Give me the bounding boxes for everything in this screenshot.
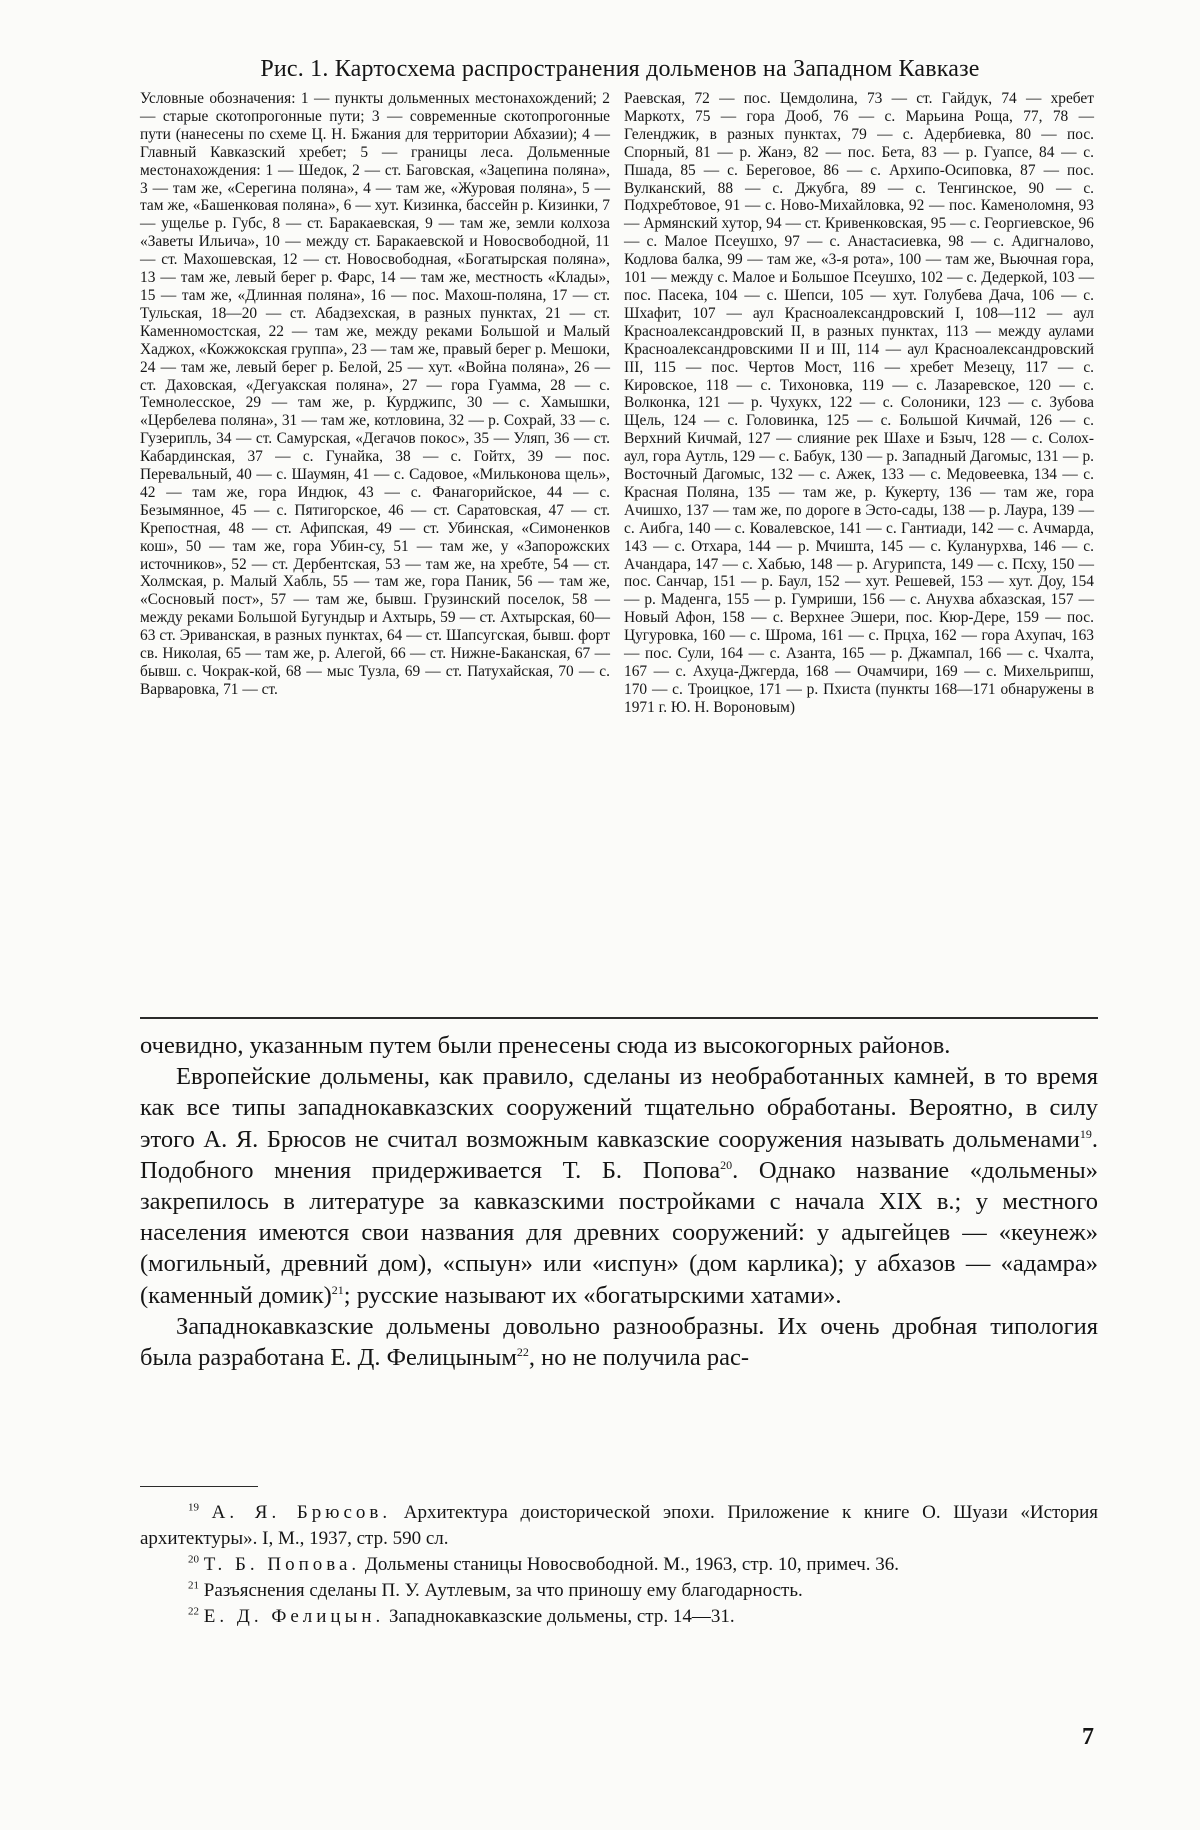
paragraph-2-text-b: . Подобного мнения придерживается Т. Б. Попова [140, 1125, 1098, 1184]
footnote-text: Дольмены станицы Новосвободной. М., 1963, стр. 10, примеч. 36. [364, 1554, 900, 1575]
paragraph-2-text-a: Европейские дольмены, как правило, сделаны из необработанных камней, в то время как все типы западнокавказских сооружений тщательно обработаны. Вероятно, в силу этого А. Я. Брюсов не считал возможным кавказские сооружения называть дольменами [140, 1063, 1098, 1153]
footnote-ref-19[interactable]: 19 [1079, 1126, 1092, 1141]
main-text [140, 1030, 1098, 1373]
footnote-ref-22[interactable]: 22 [516, 1344, 529, 1359]
page-number: 7 [1082, 1724, 1094, 1750]
footnote-author: Е. Д. Фелицын. [203, 1606, 385, 1627]
paragraph-3-text-b: , но не получила рас- [528, 1344, 750, 1372]
footnote-text: Западнокавказские дольмены, стр. 14—31. [389, 1606, 735, 1627]
footnote-author: Т. Б. Попова. [203, 1554, 361, 1575]
footnote-21 [140, 1578, 1098, 1604]
paragraph-2-text-d: ; русские называют их «богатырскими хатами». [343, 1281, 842, 1309]
legend-text-right: Раевская, 72 — пос. Цемдолина, 73 — ст. Гайдук, 74 — хребет Маркотх, 75 — гора Дооб, 76 — с. Марьина Роща, 77, 78 — Геленджик, в разных пунктах, 79 — с. Адербиевка, 80 — пос. Спорный, 81 — р. Жанэ, 82 — пос. Бета, 83 — р. Гуапсе, 84 — с. Пшада, 85 — с. Береговое, 86 — с. Архипо-Осиповка, 87 — пос. Вулканский, 88 — с. Джубга, 89 — с. Тенгинское, 90 — с. Подхребтовое, 91 — с. Ново-Михайловка, 92 — пос. Каменоломня, 93 — Армянский хутор, 94 — ст. Кривенковская, 95 — с. Георгиевское, 96 — с. Малое Псеушхо, 97 — с. Анастасиевка, 98 — с. Адигналово, Кодлова балка, 99 — там же, «3-я рота», 100 — там же, Вьючная гора, 101 — между с. Малое и Большое Псеушхо, 102 — с. Дедеркой, 103 — пос. Пасека, 104 — с. Шепси, 105 — хут. Голубева Дача, 106 — с. Шхафит, 107 — аул Красноалександровский I, 108—112 — аул Красноалександровский II, в разных пунктах, 113 — между аулами Красноалександровскими II и III, 114 — аул Красноалександровский III, 115 — пос. Чертов Мост, 116 — хребет Мезецу, 117 — с. Кировское, 118 — с. Тихоновка, 119 — с. Лазаревское, 120 — с. Волконка, 121 — р. Чухукх, 122 — с. Солоники, 123 — с. Зубова Щель, 124 — с. Головинка, 125 — с. Большой Кичмай, 126 — с. Верхний Кичмай, 127 — слияние рек Шахе и Бзыч, 128 — с. Солох-аул, гора Аутль, 129 — с. Бабук, 130 — р. Западный Дагомыс, 131 — р. Восточный Дагомыс, 132 — с. Ажек, 133 — с. Медовеевка, 134 — с. Красная Поляна, 135 — там же, р. Кукерту, 136 — там же, гора Ачишхо, 137 — там же, по дороге в Эсто-сады, 138 — р. Лаура, 139 — с. Аибга, 140 — с. Ковалевское, 141 — с. Гантиади, 142 — с. Ачмарда, 143 — с. Отхара, 144 — р. Мчишта, 145 — с. Куланурхва, 146 — с. Ачандара, 147 — с. Хабью, 148 — р. Агурипста, 149 — с. Псху, 150 — пос. Санчар, 151 — р. Баул, 152 — хут. Решевей, 153 — хут. Доу, 154 — р. Маденга, 155 — р. Гумриши, 156 — с. Анухва абхазская, 157 — Новый Афон, 158 — с. Верхнее Эшери, пос. Кюр-Дере, 159 — пос. Цугуровка, 160 — с. Шрома, 161 — с. Прцха, 162 — гора Ахупач, 163 — пос. Сули, 164 — с. Азанта, 165 — р. Джампал, 166 — с. Чхалта, 167 — с. Ахуца-Джгерда, 168 — Очамчири, 169 — с. Михельрипш, 170 — с. Троицкое, 171 — р. Пхиста (пункты 168—171 обнаружены в 1971 г. Ю. Н. Вороновым) [624, 90, 1094, 716]
figure-legend-left-column [140, 90, 610, 699]
paragraph-3 [140, 1311, 1098, 1373]
footnote-author: А. Я. Брюсов. [211, 1502, 392, 1523]
footnote-ref-21[interactable]: 21 [331, 1282, 344, 1297]
paragraph-1 [140, 1030, 1098, 1061]
footnote-number: 22 [188, 1605, 199, 1618]
paragraph-1-text: очевидно, указанным путем были пренесены сюда из высокогорных районов. [140, 1032, 951, 1059]
legend-text-left: Условные обозначения: 1 — пункты дольменных местонахождений; 2 — старые скотопрогонные пути; 3 — современные скотопрогонные пути (нанесены по схеме Ц. Н. Бжания для территории Абхазии); 4 — Главный Кавказский хребет; 5 — границы леса. Дольменные местонахождения: 1 — Шедок, 2 — ст. Баговская, «Зацепина поляна», 3 — там же, «Серегина поляна», 4 — там же, «Журовая поляна», 5 — там же, «Башенковая поляна», 6 — хут. Кизинка, бассейн р. Кизинки, 7 — ущелье р. Губс, 8 — ст. Баракаевская, 9 — там же, земли колхоза «Заветы Ильича», 10 — между ст. Баракаевской и Новосвободной, 11 — ст. Махошевская, 12 — ст. Новосвободная, «Богатырская поляна», 13 — там же, левый берег р. Фарс, 14 — там же, местность «Клады», 15 — там же, «Длинная поляна», 16 — пос. Махош-поляна, 17 — ст. Тульская, 18—20 — ст. Абадзехская, в разных пунктах, 21 — ст. Каменномостская, 22 — там же, между реками Большой и Малый Хаджох, «Кожжокская группа», 23 — там же, правый берег р. Мешоки, 24 — там же, левый берег р. Белой, 25 — хут. «Война поляна», 26 — ст. Даховская, «Дегуакская поляна», 27 — гора Гуамма, 28 — с. Темнолесское, 29 — там же, р. Курджипс, 30 — с. Хамышки, «Цербелева поляна», 31 — там же, котловина, 32 — р. Сохрай, 33 — с. Гузерипль, 34 — ст. Самурская, «Дегачов покос», 35 — Уляп, 36 — ст. Кабардинская, 37 — с. Гунайка, 38 — с. Гойтх, 39 — пос. Перевальный, 40 — с. Шаумян, 41 — с. Садовое, «Мильконова щель», 42 — там же, гора Индюк, 43 — с. Фанагорийское, 44 — с. Безымянное, 45 — с. Пятигорское, 46 — ст. Саратовская, 47 — ст. Крепостная, 48 — ст. Афипская, 49 — ст. Убинская, «Симоненков кош», 50 — там же, гора Убин-су, 51 — там же, у «Запорожских источников», 52 — ст. Дербентская, 53 — там же, на хребте, 54 — ст. Холмская, р. Малый Хабль, 55 — там же, гора Паник, 56 — там же, «Сосновый пост», 57 — там же, бывш. Грузинский поселок, 58 — между реками Большой Бугундыр и Ахтырь, 59 — ст. Ахтырская, 60—63 ст. Эриванская, в разных пунктах, 64 — ст. Шапсугская, бывш. форт св. Николая, 65 — там же, р. Алегой, 66 — ст. Нижне-Баканская, 67 — бывш. с. Чокрак-кой, 68 — мыс Тузла, 69 — ст. Патухайская, 70 — с. Варваровка, 71 — ст. [140, 90, 610, 698]
footnote-number: 21 [188, 1579, 199, 1592]
paragraph-3-text-a: Западнокавказские дольмены довольно разнообразны. Их очень дробная типология была разработана Е. Д. Фелицыным [140, 1312, 1098, 1372]
figure-legend-right-column [624, 90, 1094, 717]
figure-caption: Рис. 1. Картосхема распространения дольменов на Западном Кавказе [260, 56, 980, 82]
paragraph-2-text-c: . Однако название «дольмены» закрепилось в литературе за кавказскими постройками с начала XIX в.; у местного населения имеются свои названия для древних сооружений: у адыгейцев — «кеунеж» (могильный, древний дом), «спыун» или «испун» (дом карлика); у абхазов — «адамра» (каменный домик) [140, 1156, 1099, 1309]
footnote-number: 20 [188, 1553, 199, 1566]
paragraph-2 [140, 1061, 1098, 1311]
footnote-text: Разъяснения сделаны П. У. Аутлевым, за что приношу ему благодарность. [203, 1580, 803, 1601]
footnote-20 [140, 1552, 1098, 1578]
section-divider [140, 1017, 1098, 1019]
footnote-19 [140, 1500, 1098, 1552]
footnote-text: Архитектура доисторической эпохи. Приложение к книге О. Шуази «История архитектуры». I, М., 1937, стр. 590 сл. [140, 1502, 1098, 1549]
footnote-separator [140, 1486, 258, 1487]
footnote-ref-20[interactable]: 20 [720, 1157, 733, 1172]
footnotes [140, 1500, 1098, 1630]
footnote-number: 19 [188, 1501, 199, 1514]
footnote-22 [140, 1604, 1098, 1630]
